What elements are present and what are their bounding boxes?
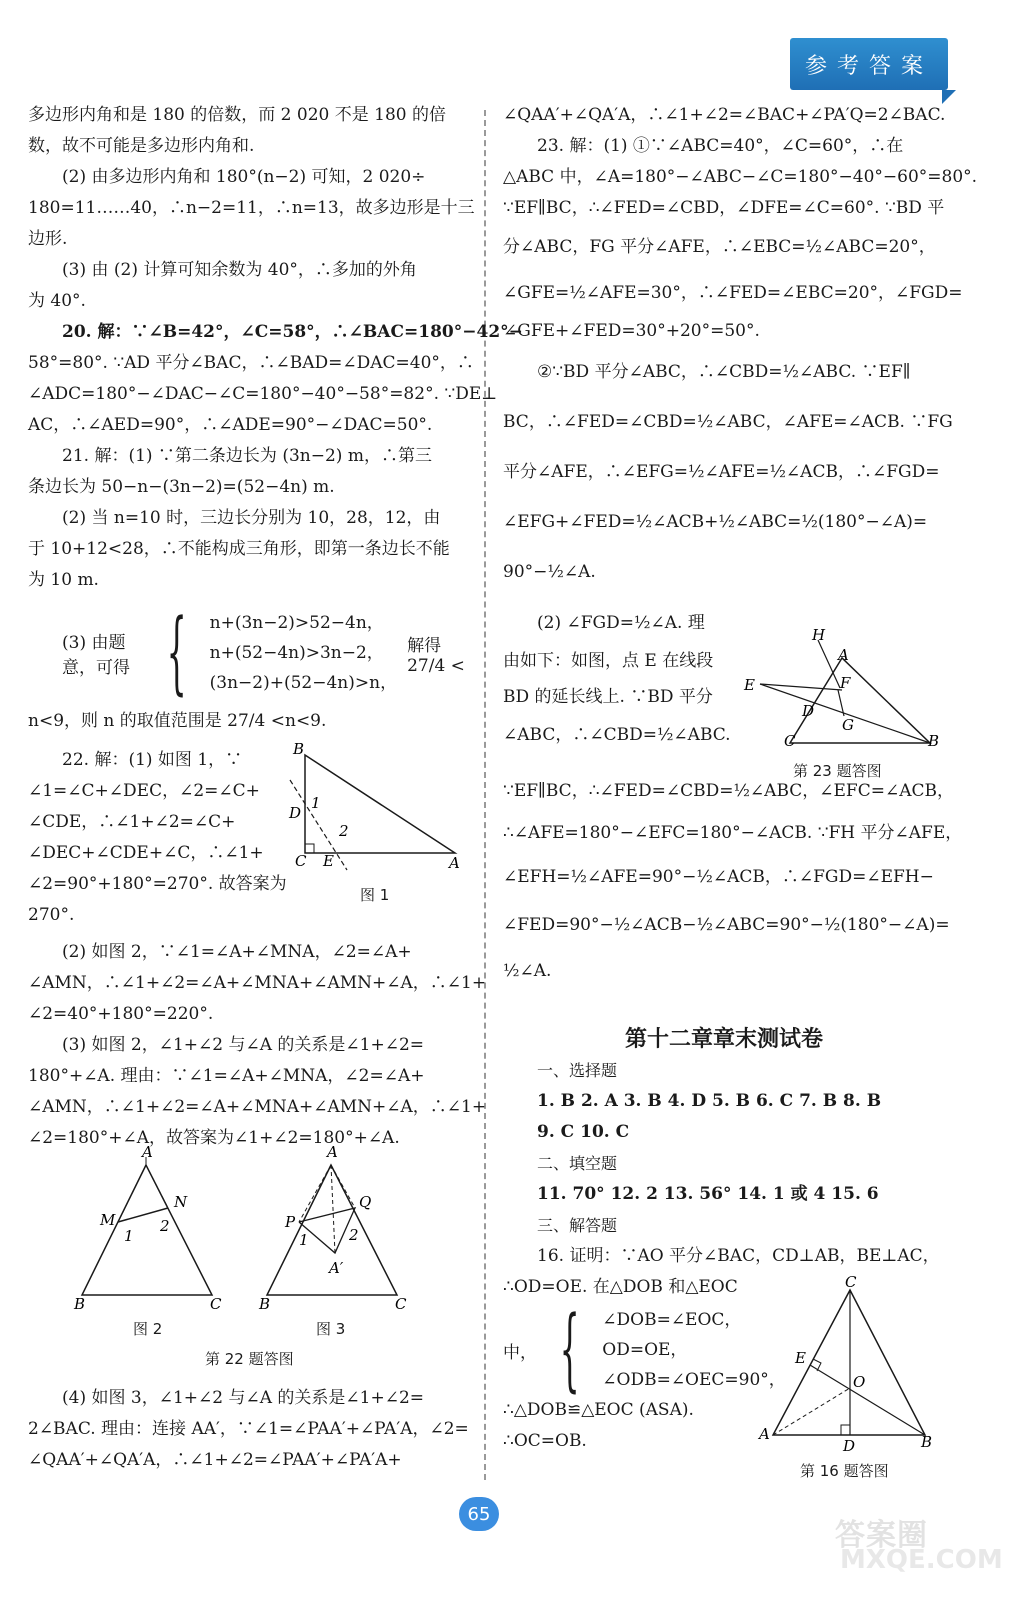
page-number: 65 (459, 1497, 499, 1531)
column-divider (484, 110, 486, 1480)
left-column (28, 100, 523, 1154)
system-line: OD=OE， (602, 1340, 688, 1360)
text-line: (2) 当 n=10 时，三边长分别为 10，28，12，由 (62, 508, 441, 528)
svg-text:C: C (295, 852, 307, 870)
svg-text:B: B (293, 740, 305, 758)
text-line: ∴OD=OE. 在△DOB 和△EOC (503, 1277, 738, 1297)
text-line: ∠2=90°+180°=270°. 故答案为 (28, 874, 287, 894)
system-line: n+(52−4n)>3n−2， (209, 643, 384, 663)
figure-1-diagram (285, 740, 475, 875)
text-line: ∠QAA′+∠QA′A，∴∠1+∠2=∠PAA′+∠PA′A+ (28, 1450, 402, 1470)
svg-text:C: C (395, 1295, 407, 1313)
brace-icon: { (559, 1297, 580, 1402)
right-column (503, 100, 978, 993)
svg-text:B: B (259, 1295, 271, 1313)
svg-text:2: 2 (160, 1217, 170, 1235)
text-line: △ABC 中，∠A=180°−∠ABC−∠C=180°−40°−60°=80°. (503, 167, 978, 187)
text-line: 为 10 m. (28, 570, 99, 590)
text-line: ∠2=40°+180°=220°. (28, 1004, 214, 1024)
text-line: ∠QAA′+∠QA′A，∴∠1+∠2=∠BAC+∠PA′Q=2∠BAC. (503, 105, 946, 125)
figure-22-caption: 第 22 题答图 (205, 1350, 294, 1368)
svg-text:2: 2 (349, 1226, 359, 1244)
svg-text:1: 1 (299, 1231, 309, 1249)
svg-text:A: A (327, 1145, 338, 1161)
svg-text:A: A (759, 1425, 770, 1443)
system-lead: 中， (503, 1342, 537, 1363)
svg-text:G: G (842, 716, 854, 734)
text-line: ∠FED=90°−½∠ACB−½∠ABC=90°−½(180°−∠A)= (503, 915, 950, 935)
figure-23-caption: 第 23 题答图 (793, 762, 882, 780)
question-23: 23. 解：(1) ①∵∠ABC=40°，∠C=60°，∴在 (537, 136, 904, 156)
text-line: ∠ABC，∴∠CBD=½∠ABC. (503, 725, 731, 745)
brace-icon: { (166, 600, 188, 705)
svg-text:F: F (840, 674, 851, 692)
text-line: 270°. (28, 905, 75, 925)
svg-text:E: E (795, 1349, 806, 1367)
choice-answers: 9. C 10. C (537, 1122, 630, 1142)
svg-text:H: H (812, 628, 826, 644)
text-line: BD 的延长线上. ∵BD 平分 (503, 687, 713, 707)
system-line: ∠ODB=∠OEC=90°， (602, 1370, 786, 1390)
text-line: ∴∠AFE=180°−∠EFC=180°−∠ACB. ∵FH 平分∠AFE， (503, 823, 963, 843)
svg-text:E: E (744, 676, 755, 694)
text-line: ②∵BD 平分∠ABC，∴∠CBD=½∠ABC. ∵EF∥ (537, 362, 911, 382)
text-line: 平分∠AFE，∴∠EFG=½∠AFE=½∠ACB，∴∠FGD= (503, 462, 940, 482)
text-line: (2) ∠FGD=½∠A. 理 (537, 613, 705, 633)
text-line: ∠CDE，∴∠1+∠2=∠C+ (28, 812, 236, 832)
system-lead: (3) 由题意，可得 (62, 633, 130, 678)
text-line: ∠DEC+∠CDE+∠C，∴∠1+ (28, 843, 264, 863)
svg-text:B: B (928, 732, 940, 750)
svg-text:Q: Q (359, 1193, 372, 1211)
svg-text:2: 2 (339, 822, 349, 840)
text-line: (2) 由多边形内角和 180°(n−2) 可知，2 020÷ (62, 167, 426, 187)
section-heading: 二、填空题 (537, 1154, 618, 1173)
question-20: 20. 解：∵∠B=42°，∠C=58°，∴∠BAC=180°−42°− (62, 322, 523, 342)
text-line: (3) 如图 2，∠1+∠2 与∠A 的关系是∠1+∠2= (62, 1035, 425, 1055)
text-line: 2∠BAC. 理由：连接 AA′，∵∠1=∠PAA′+∠PA′A，∠2= (28, 1419, 469, 1439)
svg-text:B: B (921, 1433, 933, 1451)
text-line: ∵EF∥BC，∴∠FED=∠CBD=½∠ABC，∠EFC=∠ACB， (503, 781, 954, 801)
svg-text:A: A (142, 1145, 153, 1161)
svg-text:A: A (449, 854, 460, 872)
text-line: 90°−½∠A. (503, 562, 596, 582)
text-line: 条边长为 50−n−(3n−2)=(52−4n) m. (28, 477, 335, 497)
system-tail: 解得 27/4 < (407, 635, 465, 676)
text-line: ∠EFG+∠FED=½∠ACB+½∠ABC=½(180°−∠A)= (503, 512, 928, 532)
text-line: 多边形内角和是 180 的倍数，而 2 020 不是 180 的倍 (28, 105, 446, 125)
figure-3-diagram (255, 1145, 415, 1315)
figure-1-caption: 图 1 (360, 886, 390, 904)
choice-answers: 1. B 2. A 3. B 4. D 5. B 6. C 7. B 8. B (537, 1091, 882, 1111)
svg-text:C: C (210, 1295, 222, 1313)
text-line: 边形. (28, 229, 68, 249)
svg-text:D: D (289, 804, 302, 822)
answer-key-badge: 参考答案 (790, 38, 948, 90)
svg-text:A′: A′ (329, 1259, 344, 1277)
svg-text:O: O (853, 1373, 866, 1391)
svg-text:1: 1 (311, 794, 321, 812)
svg-text:D: D (843, 1437, 856, 1455)
text-line: ∠ADC=180°−∠DAC−∠C=180°−40°−58°=82°. ∵DE⊥ (28, 384, 498, 404)
text-line: 58°=80°. ∵AD 平分∠BAC，∴∠BAD=∠DAC=40°，∴ (28, 353, 474, 373)
svg-text:D: D (802, 702, 815, 720)
svg-text:P: P (285, 1213, 296, 1231)
text-line: 180=11……40，∴n−2=11，∴n=13，故多边形是十三 (28, 198, 475, 218)
svg-text:1: 1 (124, 1227, 134, 1245)
text-line: ∴△DOB≌△EOC (ASA). (503, 1400, 694, 1420)
figure-23-diagram (740, 628, 945, 758)
section-heading: 一、选择题 (537, 1061, 618, 1080)
system-line: (3n−2)+(52−4n)>n， (209, 673, 398, 693)
svg-text:C: C (784, 732, 796, 750)
svg-text:C: C (845, 1275, 857, 1291)
text-line: n<9，则 n 的取值范围是 27/4 <n<9. (28, 711, 327, 731)
text-line: ∵EF∥BC，∴∠FED=∠CBD，∠DFE=∠C=60°. ∵BD 平 (503, 198, 945, 218)
section-heading: 三、解答题 (537, 1216, 618, 1235)
svg-text:B: B (74, 1295, 86, 1313)
figure-2-diagram (70, 1145, 235, 1315)
fill-answers: 11. 70° 12. 2 13. 56° 14. 1 或 4 15. 6 (537, 1184, 879, 1204)
system-line: n+(3n−2)>52−4n， (209, 613, 384, 633)
text-line: ∴OC=OB. (503, 1431, 587, 1451)
text-line: ∠EFH=½∠AFE=90°−½∠ACB，∴∠FGD=∠EFH− (503, 867, 934, 887)
svg-text:M: M (100, 1211, 116, 1229)
svg-text:N: N (174, 1193, 188, 1211)
text-line: 于 10+12<28，∴不能构成三角形，即第一条边长不能 (28, 539, 450, 559)
question-22: 22. 解：(1) 如图 1，∵ (62, 750, 243, 770)
text-line: ½∠A. (503, 961, 552, 981)
system-line: ∠DOB=∠EOC， (602, 1310, 742, 1330)
text-line: ∠GFE+∠FED=30°+20°=50°. (503, 321, 760, 341)
text-line: ∠AMN，∴∠1+∠2=∠A+∠MNA+∠AMN+∠A，∴∠1+ (28, 973, 487, 993)
chapter-title: 第十二章章末测试卷 (624, 1027, 823, 1052)
text-line: 180°+∠A. 理由：∵∠1=∠A+∠MNA，∠2=∠A+ (28, 1066, 425, 1086)
figure-2-caption: 图 2 (133, 1320, 163, 1338)
inequality-system (28, 600, 468, 705)
text-line: ∠AMN，∴∠1+∠2=∠A+∠MNA+∠AMN+∠A，∴∠1+ (28, 1097, 487, 1117)
svg-text:E: E (323, 852, 334, 870)
svg-text:A: A (838, 646, 849, 664)
text-line: ∠GFE=½∠AFE=30°，∴∠FED=∠EBC=20°，∠FGD= (503, 283, 963, 303)
text-line: (4) 如图 3，∠1+∠2 与∠A 的关系是∠1+∠2= (62, 1388, 425, 1408)
figure-16-diagram (755, 1275, 940, 1455)
text-line: ∠1=∠C+∠DEC，∠2=∠C+ (28, 781, 260, 801)
question-16: 16. 证明：∵AO 平分∠BAC，CD⊥AB，BE⊥AC， (537, 1246, 940, 1266)
text-line: (2) 如图 2，∵∠1=∠A+∠MNA，∠2=∠A+ (62, 942, 412, 962)
watermark-url: MXQE.COM (840, 1545, 1003, 1575)
question-21: 21. 解：(1) ∵第二条边长为 (3n−2) m，∴第三 (62, 446, 432, 466)
text-line: ∠2=180°+∠A，故答案为∠1+∠2=180°+∠A. (28, 1128, 400, 1148)
figure-3-caption: 图 3 (316, 1320, 346, 1338)
text-line: BC，∴∠FED=∠CBD=½∠ABC，∠AFE=∠ACB. ∵FG (503, 412, 953, 432)
text-line: (3) 由 (2) 计算可知余数为 40°，∴多加的外角 (62, 260, 417, 280)
text-line: 由如下：如图，点 E 在线段 (503, 651, 714, 671)
text-line: AC，∴∠AED=90°，∴∠ADE=90°−∠DAC=50°. (28, 415, 433, 435)
figure-16-caption: 第 16 题答图 (800, 1462, 889, 1480)
text-line: 分∠ABC，FG 平分∠AFE，∴∠EBC=½∠ABC=20°， (503, 237, 936, 257)
text-line: 数，故不可能是多边形内角和. (28, 136, 255, 156)
left-column-bottom (28, 1383, 468, 1476)
watermark-logo: 答案圈 (835, 1518, 928, 1553)
text-line: 为 40°. (28, 291, 86, 311)
